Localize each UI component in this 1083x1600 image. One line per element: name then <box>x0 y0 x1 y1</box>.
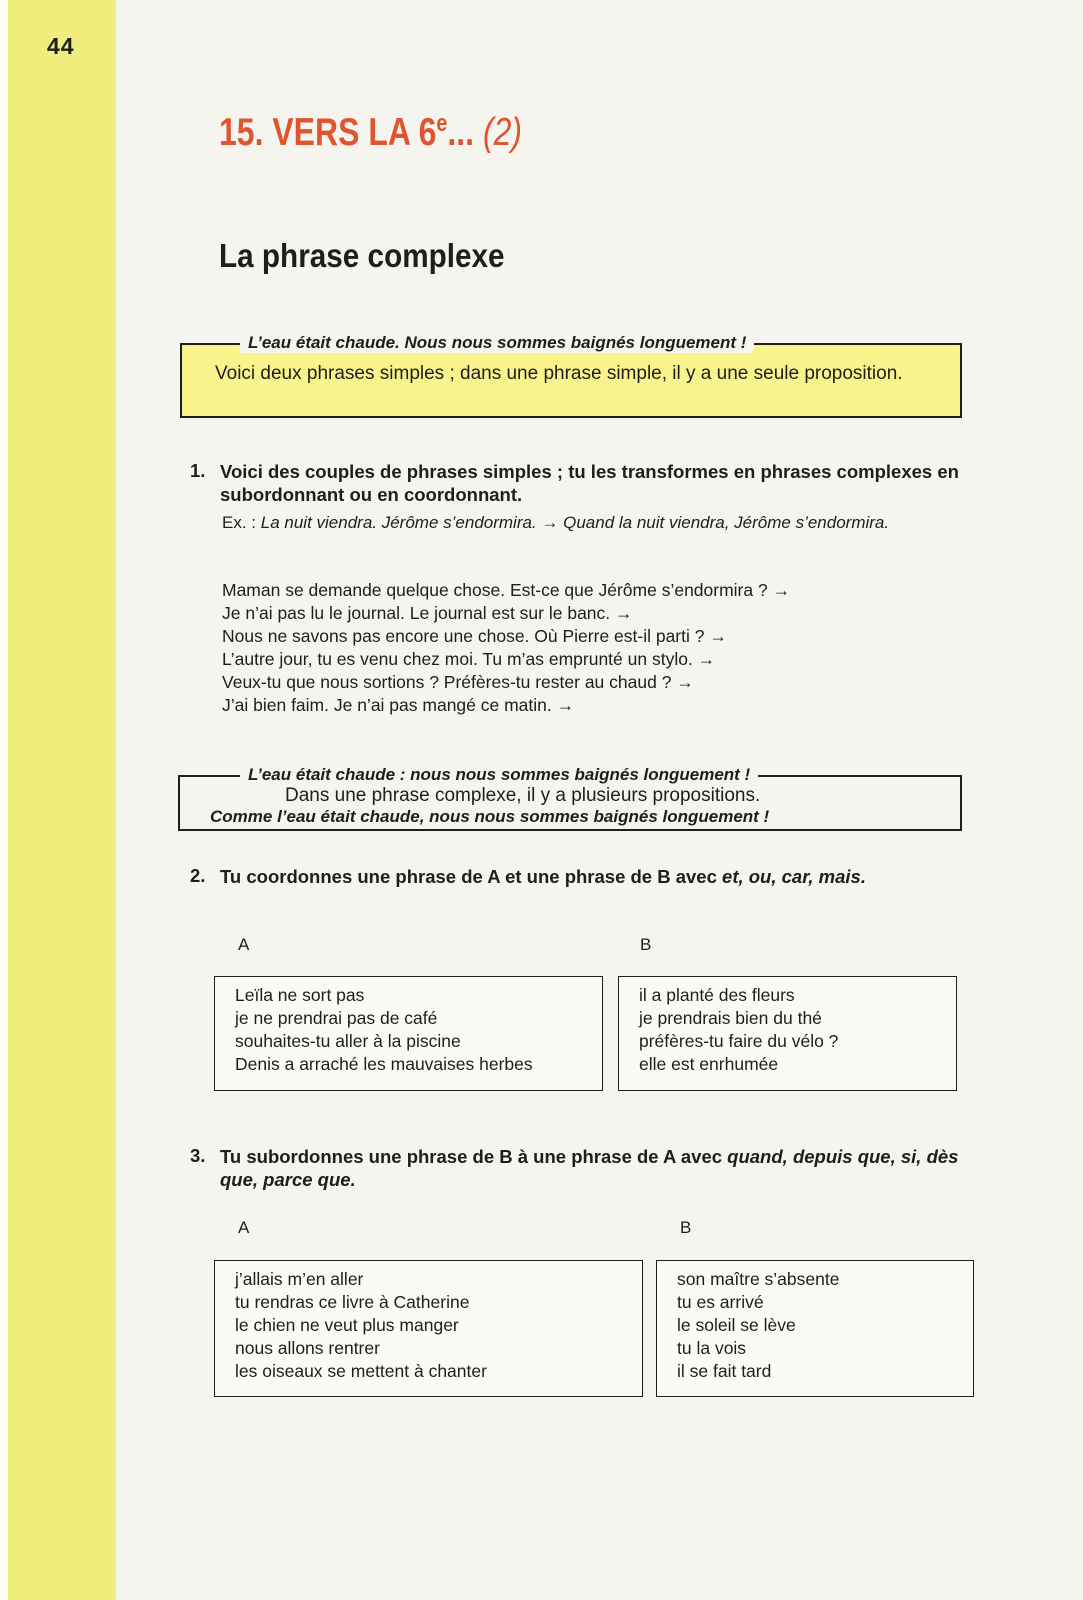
list-item: il se fait tard <box>677 1361 772 1381</box>
list-item: L’autre jour, tu es venu chez moi. Tu m’as emprunté un stylo. → <box>222 649 716 669</box>
exercise-3 <box>190 1145 980 1191</box>
exercise-number: 2. <box>190 865 206 886</box>
chapter-title-prefix: 15. VERS LA 6 <box>219 111 437 154</box>
conjunction-list: quand, depuis que, si, dès que, parce que. <box>220 1146 959 1190</box>
list-item: Leïla ne sort pas <box>235 985 365 1005</box>
list-item: son maître s’absente <box>677 1269 840 1289</box>
list-item: le soleil se lève <box>677 1315 796 1335</box>
exercise-instruction: Voici des couples de phrases simples ; tu les transformes en phrases complexes en subordonnant ou en coordonnant. <box>220 461 959 505</box>
list-item: tu la vois <box>677 1338 747 1358</box>
conjunction-list: et, ou, car, mais. <box>722 866 866 887</box>
list-item: les oiseaux se mettent à chanter <box>235 1361 487 1381</box>
list-item: j’allais m’en aller <box>235 1269 364 1289</box>
column-label-b: B <box>640 935 652 954</box>
list-item: elle est enrhumée <box>639 1054 779 1074</box>
sentence-box-b <box>618 976 957 1091</box>
section-title: La phrase complexe <box>219 237 505 274</box>
chapter-title <box>219 110 522 155</box>
list-item: Maman se demande quelque chose. Est-ce que Jérôme s’endormira ? → <box>222 580 791 600</box>
list-item: Denis a arraché les mauvaises herbes <box>235 1054 533 1074</box>
rule-box-text: Voici deux phrases simples ; dans une phrase simple, il y a une seule proposition. <box>215 363 903 384</box>
exercise-number: 3. <box>190 1145 206 1166</box>
rule-box-caption: L’eau était chaude. Nous nous sommes baignés longuement ! <box>240 333 754 353</box>
list-item: J’ai bien faim. Je n’ai pas mangé ce matin. → <box>222 695 575 715</box>
rule-box-simple-sentence <box>180 333 962 418</box>
list-item: tu rendras ce livre à Catherine <box>235 1292 470 1312</box>
exercise-instruction <box>220 865 980 888</box>
exercise-2 <box>190 865 980 888</box>
rule-box-complex-sentence <box>178 765 962 831</box>
example-label: Ex. : <box>222 513 257 532</box>
list-item: le chien ne veut plus manger <box>235 1315 459 1335</box>
list-item: Veux-tu que nous sortions ? Préfères-tu rester au chaud ? → <box>222 672 694 692</box>
rule-box-text: Dans une phrase complexe, il y a plusieurs propositions. <box>285 785 761 806</box>
list-item: Je n’ai pas lu le journal. Le journal est sur le banc. → <box>222 603 633 623</box>
example-text: La nuit viendra. Jérôme s’endormira. → Quand la nuit viendra, Jérôme s’endormira. <box>260 513 890 532</box>
sentence-list <box>222 579 790 717</box>
list-item: il a planté des fleurs <box>639 985 795 1005</box>
list-item: tu es arrivé <box>677 1292 764 1312</box>
rule-box-caption-bottom: Comme l’eau était chaude, nous nous sommes baignés longuement ! <box>202 807 777 827</box>
exercise-1 <box>190 460 980 506</box>
chapter-title-superscript: e <box>436 110 448 137</box>
sentence-box-a <box>214 1260 643 1397</box>
sentence-box-b <box>656 1260 974 1397</box>
exercise-number: 1. <box>190 460 206 481</box>
column-label-a: A <box>238 935 250 954</box>
chapter-title-suffix: ... <box>447 111 475 154</box>
rule-box-caption-top: L’eau était chaude : nous nous sommes baignés longuement ! <box>240 765 758 785</box>
list-item: Nous ne savons pas encore une chose. Où Pierre est-il parti ? → <box>222 626 727 646</box>
list-item: je prendrais bien du thé <box>639 1008 822 1028</box>
column-label-b: B <box>680 1218 692 1237</box>
page-number: 44 <box>47 33 75 59</box>
list-item: préfères-tu faire du vélo ? <box>639 1031 839 1051</box>
chapter-part: (2) <box>482 111 523 154</box>
yellow-margin-band <box>0 0 116 1600</box>
example <box>222 511 982 534</box>
sentence-box-a <box>214 976 603 1091</box>
list-item: nous allons rentrer <box>235 1338 380 1358</box>
column-label-a: A <box>238 1218 250 1237</box>
instruction-text: Tu coordonnes une phrase de A et une phrase de B avec <box>220 866 717 887</box>
instruction-text: Tu subordonnes une phrase de B à une phrase de A avec <box>220 1146 723 1167</box>
exercise-instruction <box>220 1145 980 1191</box>
list-item: je ne prendrai pas de café <box>235 1008 438 1028</box>
list-item: souhaites-tu aller à la piscine <box>235 1031 461 1051</box>
